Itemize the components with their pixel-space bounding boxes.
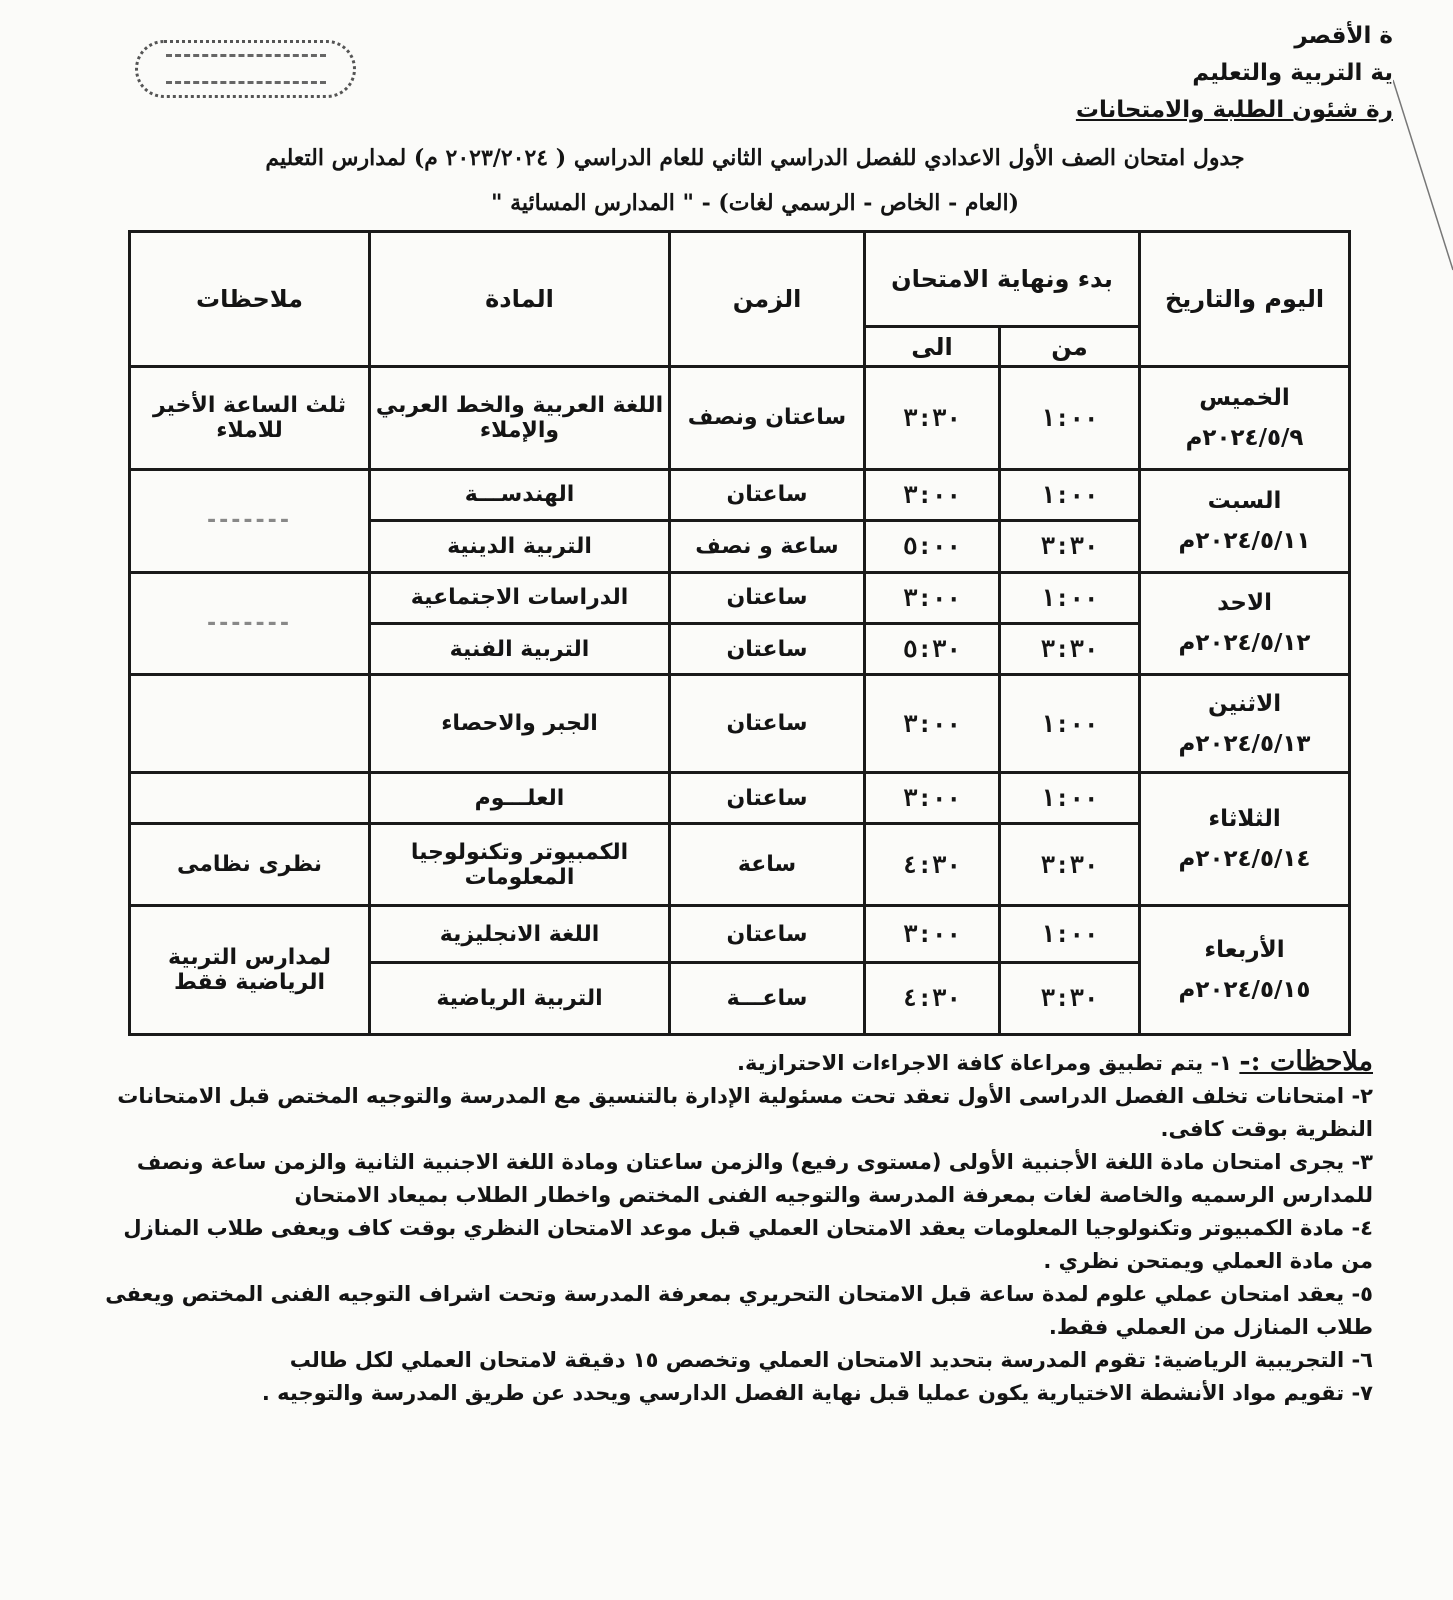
table-row — [130, 469, 1350, 520]
exam-subject: العلـــوم — [370, 772, 670, 823]
note-item: ٦- التجريبية الرياضية: تقوم المدرسة بتحديد الامتحان العملي وتخصص ١٥ دقيقة لامتحان العملي لكل طالب — [289, 1348, 1373, 1372]
day-cell — [1140, 906, 1350, 1035]
official-stamp — [135, 40, 356, 98]
exam-to: ٥:٠٠ — [865, 521, 1000, 572]
exam-to: ٣:٣٠ — [865, 367, 1000, 470]
day-name: الاحد — [1217, 590, 1272, 617]
exam-to: ٣:٠٠ — [865, 572, 1000, 623]
header-subject: المادة — [370, 232, 670, 367]
note-text: ١- يتم تطبيق ومراعاة كافة الاجراءات الاحترازية. — [737, 1051, 1233, 1075]
exam-subject: الجبر والاحصاء — [370, 675, 670, 773]
exam-duration: ساعة و نصف — [670, 521, 865, 572]
day-cell — [1140, 675, 1350, 773]
exam-subject: الدراسات الاجتماعية — [370, 572, 670, 623]
exam-from: ٣:٣٠ — [1000, 824, 1140, 906]
note-item: ٥- يعقد امتحان عملي علوم لمدة ساعة قبل الامتحان التحريري بمعرفة المدرسة وتحت اشراف التوجيه الفنى المختص ويعفى طلاب المنازل من العملي فقط. — [105, 1282, 1373, 1339]
document-title: جدول امتحان الصف الأول الاعدادي للفصل الدراسي الثاني للعام الدراسي ( ٢٠٢٣/٢٠٢٤ م) لمدارس التعليم — [265, 145, 1245, 171]
exam-duration: ساعتان ونصف — [670, 367, 865, 470]
table-row — [130, 906, 1350, 963]
table-row — [130, 675, 1350, 773]
table-row — [130, 572, 1350, 623]
day-date: ٢٠٢٤/٥/١٢م — [1178, 630, 1311, 657]
exam-duration: ساعتان — [670, 469, 865, 520]
exam-duration: ساعـــة — [670, 962, 865, 1034]
day-name: الاثنين — [1207, 690, 1282, 717]
exam-note: نظرى نظامى — [130, 824, 370, 906]
exam-to: ٣:٠٠ — [865, 772, 1000, 823]
note-item: ٢- امتحانات تخلف الفصل الدراسى الأول تعقد تحت مسئولية الإدارة بالتنسيق مع المدرسة والتوجيه المختص قبل الامتحانات النظرية بوقت كافى. — [117, 1084, 1373, 1141]
document-subtitle: (العام - الخاص - الرسمي لغات) - " المدارس المسائية " — [490, 190, 1020, 216]
header-from: من — [1000, 327, 1140, 367]
note-item: ٧- تقويم مواد الأنشطة الاختيارية يكون عمليا قبل نهاية الفصل الدارسي ويحدد عن طريق المدرسة والتوجيه . — [261, 1381, 1373, 1405]
day-date: ٢٠٢٤/٥/١١م — [1178, 527, 1311, 554]
header-duration: الزمن — [670, 232, 865, 367]
day-date: ٢٠٢٤/٥/١٥م — [1178, 977, 1311, 1004]
exam-duration: ساعتان — [670, 675, 865, 773]
exam-from: ١:٠٠ — [1000, 772, 1140, 823]
header-start-end: بدء ونهاية الامتحان — [865, 232, 1140, 327]
header-line-department: رة شئون الطلبة والامتحانات — [1075, 97, 1393, 123]
exam-from: ١:٠٠ — [1000, 367, 1140, 470]
exam-note: لمدارس التربية الرياضية فقط — [130, 906, 370, 1035]
day-name: الأربعاء — [1204, 937, 1285, 964]
exam-note: ثلث الساعة الأخير للاملاء — [130, 367, 370, 470]
table-row — [130, 772, 1350, 823]
day-date: ٢٠٢٤/٥/١٤م — [1178, 846, 1311, 873]
exam-to: ٤:٣٠ — [865, 962, 1000, 1034]
exam-from: ١:٠٠ — [1000, 675, 1140, 773]
exam-note — [130, 772, 370, 823]
exam-from: ١:٠٠ — [1000, 906, 1140, 963]
notes-label: ملاحظات :- — [1239, 1046, 1373, 1077]
exam-subject: الكمبيوتر وتكنولوجيا المعلومات — [370, 824, 670, 906]
exam-from: ٣:٣٠ — [1000, 623, 1140, 674]
day-cell — [1140, 772, 1350, 906]
exam-duration: ساعتان — [670, 772, 865, 823]
page-fold-mark — [1393, 60, 1453, 61]
exam-to: ٣:٠٠ — [865, 469, 1000, 520]
exam-note — [130, 675, 370, 773]
issuing-authority-header — [1053, 18, 1393, 129]
exam-from: ٣:٣٠ — [1000, 962, 1140, 1034]
day-date: ٢٠٢٤/٥/٩م — [1185, 424, 1304, 451]
note-item: ٤- مادة الكمبيوتر وتكنولوجيا المعلومات يعقد الامتحان العملي قبل موعد الامتحان النظري بوقت كاف ويعفى طلاب المنازل من مادة العملي ويمتحن نظري . — [123, 1216, 1373, 1273]
header-to: الى — [865, 327, 1000, 367]
header-line-governorate: ة الأقصر — [1294, 23, 1393, 49]
day-cell — [1140, 572, 1350, 675]
exam-note: ------- — [130, 469, 370, 572]
exam-duration: ساعتان — [670, 623, 865, 674]
exam-from: ٣:٣٠ — [1000, 521, 1140, 572]
exam-from: ١:٠٠ — [1000, 469, 1140, 520]
exam-schedule-table — [128, 230, 1351, 1036]
day-name: الخميس — [1199, 384, 1290, 411]
exam-from: ١:٠٠ — [1000, 572, 1140, 623]
notes-section — [100, 1045, 1373, 1410]
exam-note: ------- — [130, 572, 370, 675]
exam-duration: ساعتان — [670, 572, 865, 623]
exam-subject: التربية الفنية — [370, 623, 670, 674]
exam-duration: ساعة — [670, 824, 865, 906]
header-line-directorate: ية التربية والتعليم — [1192, 60, 1393, 86]
header-notes: ملاحظات — [130, 232, 370, 367]
exam-subject: الهندســـة — [370, 469, 670, 520]
exam-subject: اللغة العربية والخط العربي والإملاء — [370, 367, 670, 470]
day-date: ٢٠٢٤/٥/١٣م — [1178, 730, 1311, 757]
day-cell — [1140, 469, 1350, 572]
exam-subject: اللغة الانجليزية — [370, 906, 670, 963]
note-item — [100, 1045, 1373, 1080]
exam-to: ٤:٣٠ — [865, 824, 1000, 906]
exam-duration: ساعتان — [670, 906, 865, 963]
exam-subject: التربية الدينية — [370, 521, 670, 572]
day-name: السبت — [1207, 487, 1282, 514]
day-cell — [1140, 367, 1350, 470]
exam-to: ٣:٠٠ — [865, 675, 1000, 773]
exam-subject: التربية الرياضية — [370, 962, 670, 1034]
exam-to: ٥:٣٠ — [865, 623, 1000, 674]
header-day-date: اليوم والتاريخ — [1140, 232, 1350, 367]
note-item: ٣- يجرى امتحان مادة اللغة الأجنبية الأولى (مستوى رفيع) والزمن ساعتان ومادة اللغة الاجنبية الثانية والزمن ساعة ونصف للمدارس الرسميه والخاصة لغات بمعرفة المدرسة والتوجيه الفنى المختص واخطار الطلاب بميعاد الامتحان — [136, 1150, 1373, 1207]
table-row — [130, 367, 1350, 470]
day-name: الثلاثاء — [1208, 806, 1281, 833]
exam-to: ٣:٠٠ — [865, 906, 1000, 963]
